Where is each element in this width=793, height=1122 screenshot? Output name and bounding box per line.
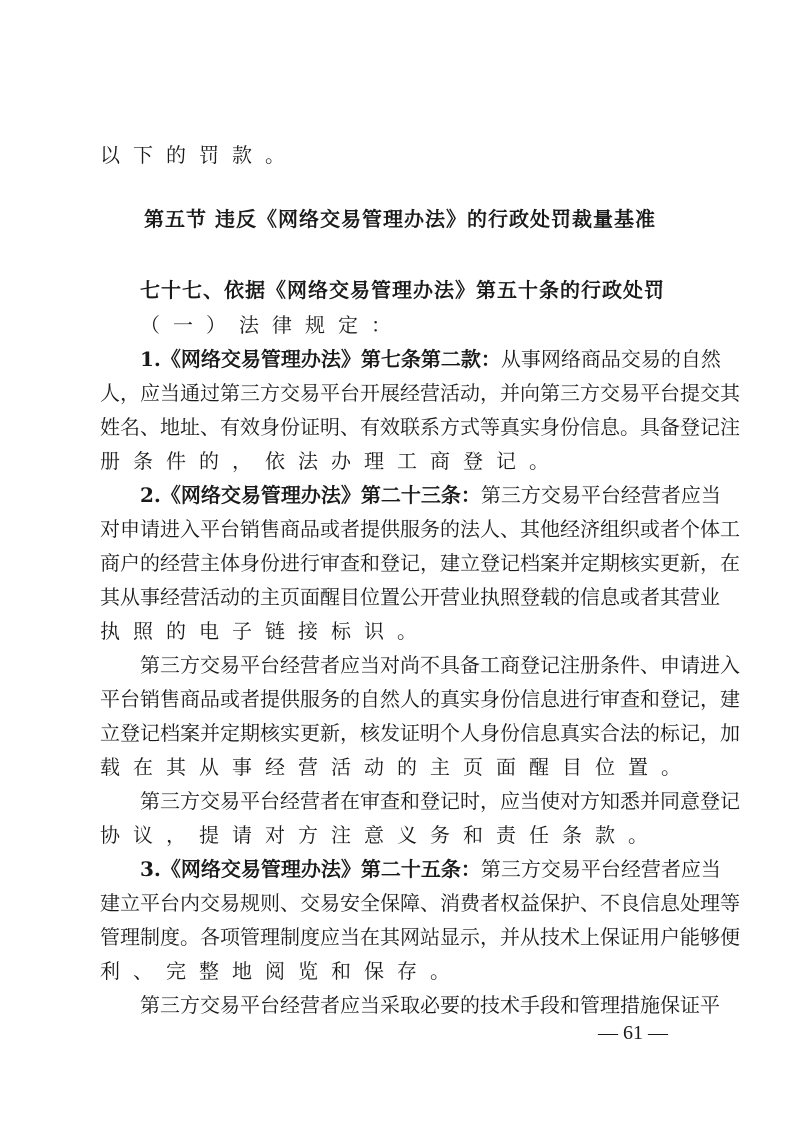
paragraph-line	[100, 648, 740, 682]
paragraph-line	[100, 682, 740, 716]
section-title: 第五节 违反《网络交易管理办法》的行政处罚裁量基准	[144, 207, 656, 231]
line-text: 第三方交易平台经营者应当对尚不具备工商登记注册条件、申请进入	[140, 653, 740, 677]
paragraph-line	[100, 376, 740, 410]
paragraph-line	[100, 886, 740, 920]
line-text: 册条件的，依法办理工商登记。	[100, 449, 562, 473]
line-text: 执照的电子链接标识。	[100, 619, 430, 643]
line-text: （一）法律规定：	[140, 313, 404, 337]
line-text: 协议，提请对方注意义务和责任条款。	[100, 823, 661, 847]
line-text: 第三方交易平台经营者应当采取必要的技术手段和管理措施保证平	[140, 993, 720, 1017]
paragraph-line	[100, 614, 700, 648]
paragraph-line	[100, 308, 700, 342]
paragraph-line	[100, 512, 740, 546]
article-reference: 3.《网络交易管理办法》第二十五条：	[140, 857, 481, 881]
line-text: 利、完整地阅览和保存。	[100, 959, 463, 983]
paragraph-line	[100, 342, 721, 376]
line-text: 人，应当通过第三方交易平台开展经营活动，并向第三方交易平台提交其	[100, 381, 740, 405]
page-number: — 61 —	[598, 1022, 668, 1044]
line-text: 从事网络商品交易的自然	[500, 347, 721, 371]
line-text: 第三方交易平台经营者应当	[480, 857, 721, 881]
paragraph-line	[100, 784, 740, 818]
paragraph-line	[100, 988, 720, 1022]
paragraph-line	[100, 818, 700, 852]
line-text: 姓名、地址、有效身份证明、有效联系方式等真实身份信息。具备登记注	[100, 415, 740, 439]
line-text: 载在其从事经营活动的主页面醒目位置。	[100, 755, 694, 779]
line-text: 商户的经营主体身份进行审查和登记，建立登记档案并定期核实更新，在	[100, 551, 740, 575]
line-text: 其从事经营活动的主页面醒目位置公开营业执照登载的信息或者其营业	[100, 585, 720, 609]
paragraph-line	[100, 750, 700, 784]
article-reference: 1.《网络交易管理办法》第七条第二款：	[140, 347, 501, 371]
article-title: 七十七、依据《网络交易管理办法》第五十条的行政处罚	[140, 278, 665, 302]
paragraph-line	[100, 920, 740, 954]
line-text: 建立平台内交易规则、交易安全保障、消费者权益保护、不良信息处理等	[100, 891, 740, 915]
line-text: 平台销售商品或者提供服务的自然人的真实身份信息进行审查和登记，建	[100, 687, 740, 711]
paragraph-line	[100, 580, 720, 614]
opening-line: 以下的罚款。	[100, 143, 298, 167]
article-reference: 2.《网络交易管理办法》第二十三条：	[140, 483, 481, 507]
paragraph-line	[100, 478, 721, 512]
line-text: 第三方交易平台经营者应当	[480, 483, 721, 507]
paragraph-line	[100, 546, 740, 580]
line-text: 管理制度。各项管理制度应当在其网站显示，并从技术上保证用户能够便	[100, 925, 740, 949]
line-text: 第三方交易平台经营者在审查和登记时，应当使对方知悉并同意登记	[140, 789, 740, 813]
paragraph-line	[100, 852, 721, 886]
paragraph-line	[100, 410, 740, 444]
paragraph-line	[100, 444, 700, 478]
line-text: 对申请进入平台销售商品或者提供服务的法人、其他经济组织或者个体工	[100, 517, 740, 541]
paragraph-line	[100, 954, 700, 988]
line-text: 立登记档案并定期核实更新，核发证明个人身份信息真实合法的标记，加	[100, 721, 740, 745]
paragraph-line	[100, 716, 740, 750]
